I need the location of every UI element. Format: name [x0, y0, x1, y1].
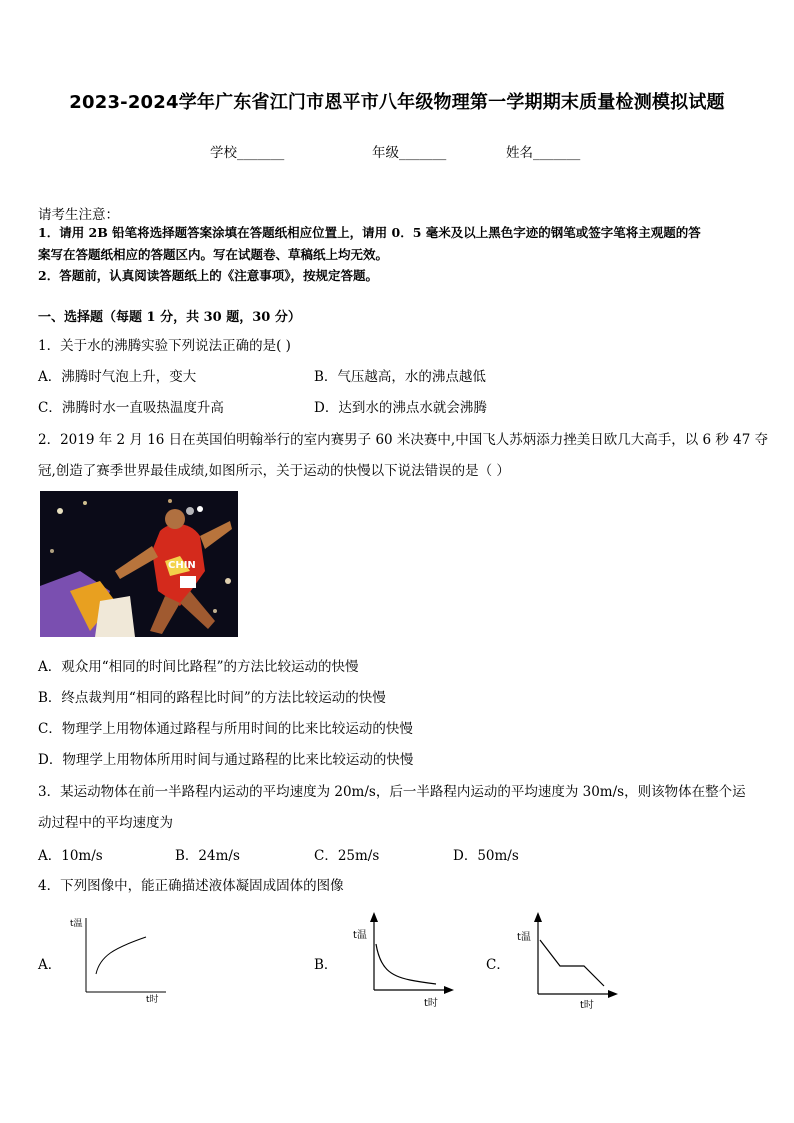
notice-item-2: 2．答题前，认真阅读答题纸上的《注意事项》，按规定答题。: [38, 268, 378, 283]
q3-option-c: C．25m/s: [314, 848, 380, 864]
name-field: 姓名_______: [506, 145, 581, 161]
q3-option-d: D．50m/s: [453, 848, 519, 864]
notice-item-1-line-2: 案写在答题纸相应的答题区内。写在试题卷、草稿纸上均无效。: [38, 247, 389, 262]
q4-graph-c: [514, 908, 624, 1012]
q4-stem: 4．下列图像中，能正确描述液体凝固成固体的图像: [38, 878, 344, 894]
q1-option-c: C．沸腾时水一直吸热温度升高: [38, 400, 224, 416]
q4-graph-a-y-label: t温: [70, 919, 83, 929]
q4-graph-b-x-label: t时: [424, 998, 438, 1009]
school-field: 学校_______: [210, 145, 285, 161]
q2-option-b: B．终点裁判用“相同的路程比时间”的方法比较运动的快慢: [38, 690, 386, 706]
q4-option-c-label: C．: [486, 957, 510, 973]
notice-heading: 请考生注意：: [38, 207, 119, 223]
q2-option-a: A．观众用“相同的时间比路程”的方法比较运动的快慢: [38, 659, 359, 675]
q4-graph-c-x-label: t时: [580, 1000, 594, 1011]
q2-stem-line-1: 2．2019 年 2 月 16 日在英国伯明翰举行的室内赛男子 60 米决赛中,中国飞人苏炳添力挫美日欧几大高手，以 6 秒 47 夺: [38, 432, 769, 448]
q3-stem-line-2: 动过程中的平均速度为: [38, 815, 173, 831]
q4-graph-c-y-label: t温: [517, 932, 531, 943]
q1-option-a: A．沸腾时气泡上升，变大: [38, 369, 197, 385]
q3-stem-line-1: 3．某运动物体在前一半路程内运动的平均速度为 20m/s，后一半路程内运动的平均速度为 30m/s，则该物体在整个运: [38, 784, 746, 800]
q4-graph-a-x-label: t时: [146, 995, 159, 1004]
sprinter-photo: [40, 491, 238, 637]
q4-graph-b: [350, 908, 460, 1012]
q2-stem-line-2: 冠,创造了赛季世界最佳成绩,如图所示，关于运动的快慢以下说法错误的是（ ）: [38, 463, 510, 479]
q3-option-b: B．24m/s: [175, 848, 240, 864]
q3-option-a: A．10m/s: [38, 848, 103, 864]
q4-option-a-label: A．: [38, 957, 62, 973]
sprinter-illustration: [40, 491, 238, 637]
q4-graph-b-y-label: t温: [353, 930, 367, 941]
q2-option-d: D．物理学上用物体所用时间与通过路程的比来比较运动的快慢: [38, 752, 414, 768]
page-title: 2023-2024学年广东省江门市恩平市八年级物理第一学期期末质量检测模拟试题: [69, 92, 725, 113]
q4-option-b-label: B．: [314, 957, 338, 973]
q1-option-d: D．达到水的沸点水就会沸腾: [314, 400, 487, 416]
q4-graph-a: [64, 912, 174, 1004]
q1-stem: 1．关于水的沸腾实验下列说法正确的是( ): [38, 338, 291, 354]
jersey-text: CHIN: [168, 560, 196, 571]
grade-field: 年级_______: [372, 145, 447, 161]
section-heading: 一、选择题（每题 1 分，共 30 题，30 分）: [38, 310, 301, 325]
notice-item-1-line-1: 1．请用 2B 铅笔将选择题答案涂填在答题纸相应位置上，请用 0．5 毫米及以上黑色字迹的钢笔或签字笔将主观题的答: [38, 225, 701, 240]
q2-option-c: C．物理学上用物体通过路程与所用时间的比来比较运动的快慢: [38, 721, 413, 737]
q1-option-b: B．气压越高，水的沸点越低: [314, 369, 486, 385]
